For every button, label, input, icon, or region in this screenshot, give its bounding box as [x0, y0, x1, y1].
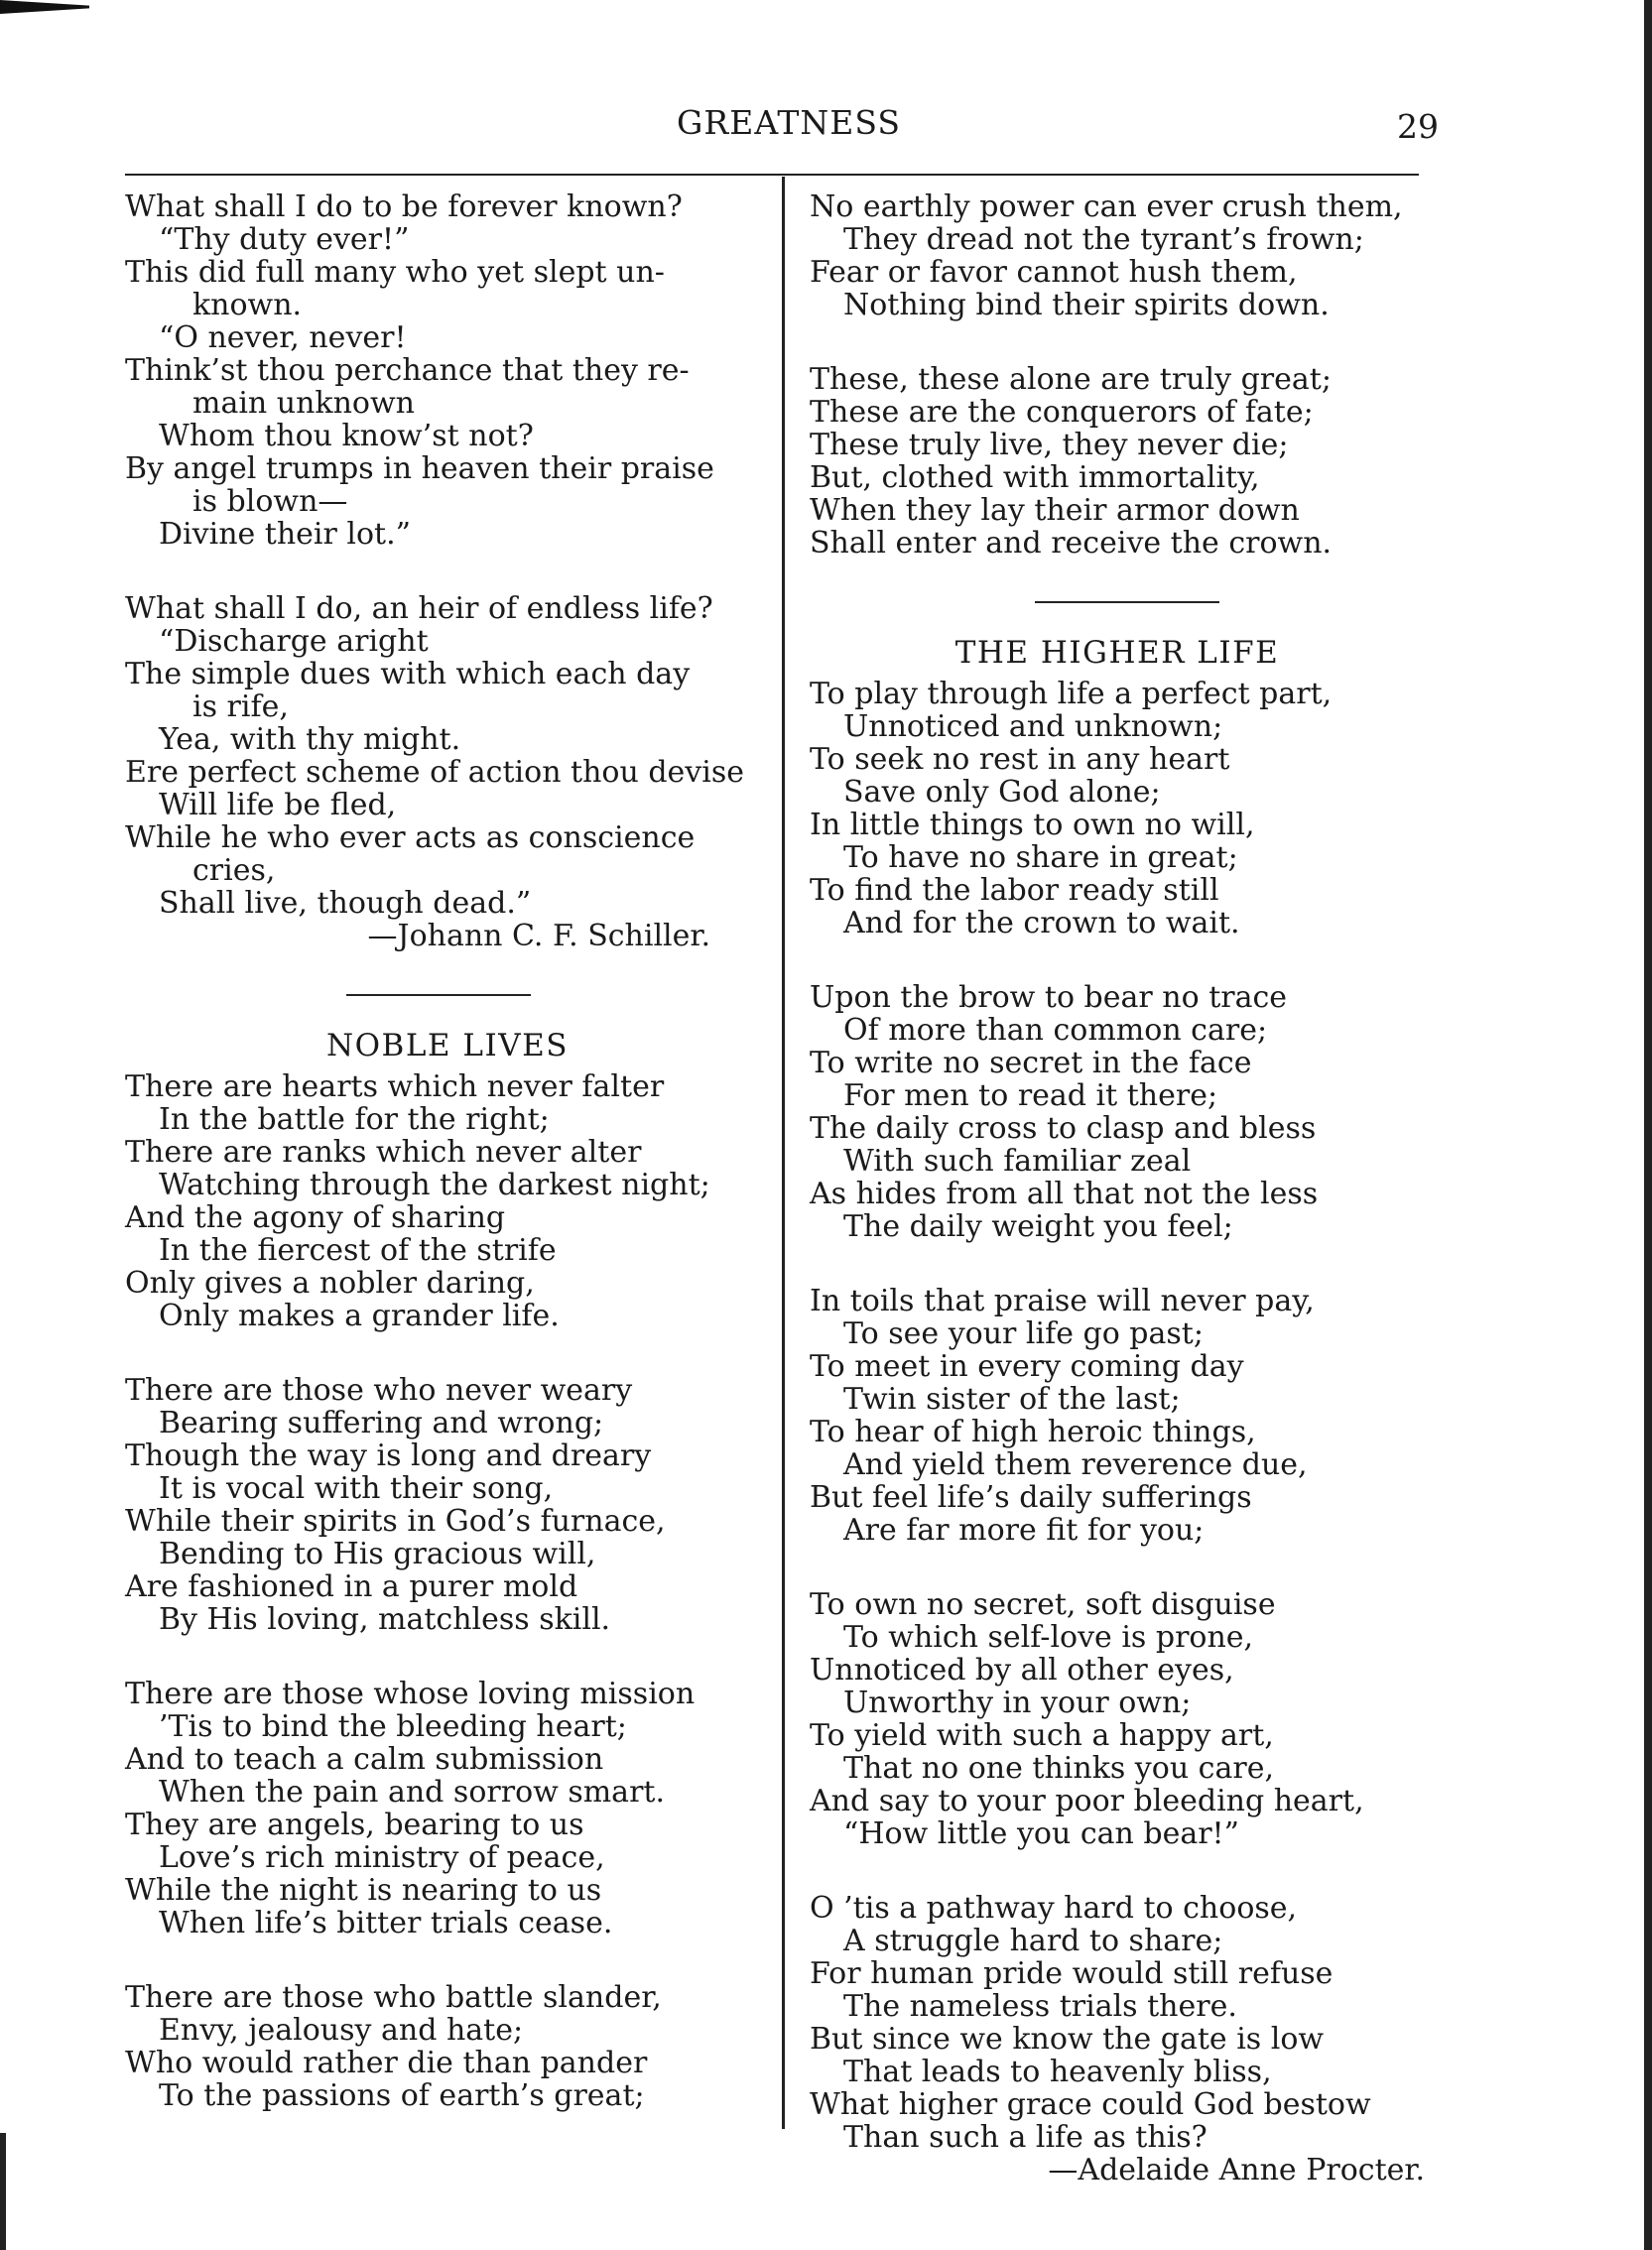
verse-line: What shall I do to be forever known? — [125, 189, 683, 224]
scan-edge-right — [1644, 0, 1652, 2250]
verse-line: Will life be fled, — [159, 788, 397, 822]
verse-line: While their spirits in God’s furnace, — [125, 1504, 666, 1539]
verse-line: And the agony of sharing — [125, 1200, 506, 1235]
left-column — [125, 190, 770, 2154]
verse-line: These are the conquerors of fate; — [810, 395, 1314, 430]
verse-line: There are ranks which never alter — [125, 1135, 642, 1170]
stanza — [810, 981, 1425, 1243]
verse-line: This did full many who yet slept un- — [125, 255, 665, 290]
verse-line: As hides from all that not the less — [810, 1177, 1319, 1211]
verse-line: These, these alone are truly great; — [810, 362, 1332, 397]
verse-line: For human pride would still refuse — [810, 1956, 1334, 1991]
stanza — [810, 363, 1425, 560]
verse-line: Unnoticed and unknown; — [843, 709, 1223, 744]
verse-line: Who would rather die than pander — [125, 2046, 648, 2080]
verse-line: To which self-love is prone, — [843, 1620, 1254, 1655]
verse-line: Ere perfect scheme of action thou devise — [125, 755, 744, 790]
verse-line: Though the way is long and dreary — [125, 1438, 652, 1473]
stanza — [810, 1285, 1425, 1547]
header-rule — [125, 174, 1419, 176]
verse-line: What higher grace could God bestow — [810, 2087, 1371, 2122]
verse-line: “How little you can bear!” — [843, 1816, 1239, 1851]
poem-title: NOBLE LIVES — [326, 1028, 569, 1063]
section-rule — [1035, 601, 1219, 603]
verse-line: What shall I do, an heir of endless life? — [125, 591, 713, 626]
page-number: 29 — [1397, 107, 1439, 146]
verse-line: main unknown — [192, 386, 415, 421]
stanza — [125, 1374, 770, 1636]
verse-line: But feel life’s daily sufferings — [810, 1480, 1252, 1515]
stanza — [810, 190, 1425, 321]
verse-line: In toils that praise will never pay, — [810, 1284, 1315, 1318]
verse-line: In little things to own no will, — [810, 808, 1255, 842]
stanza — [125, 1070, 770, 1332]
verse-line: “O never, never! — [159, 320, 407, 355]
verse-line: There are hearts which never falter — [125, 1069, 665, 1104]
verse-line: By angel trumps in heaven their praise — [125, 451, 714, 486]
verse-line: Unworthy in your own; — [843, 1686, 1192, 1720]
verse-line: A struggle hard to share; — [843, 1924, 1223, 1958]
scan-edge-left — [0, 2133, 6, 2250]
verse-line: That no one thinks you care, — [843, 1751, 1274, 1786]
column-divider — [782, 177, 785, 2129]
verse-line: These truly live, they never die; — [810, 428, 1289, 462]
verse-line: For men to read it there; — [843, 1078, 1218, 1113]
verse-line: But, clothed with immortality, — [810, 460, 1260, 495]
verse-line: “Thy duty ever!” — [159, 222, 410, 257]
stanza — [810, 1892, 1425, 2187]
verse-line: In the battle for the right; — [159, 1102, 550, 1137]
verse-line: By His loving, matchless skill. — [159, 1602, 611, 1637]
verse-line: Think’st thou perchance that they re- — [125, 353, 690, 388]
verse-line: Only makes a grander life. — [159, 1299, 560, 1333]
verse-line: Are fashioned in a purer mold — [125, 1569, 578, 1604]
verse-line: is blown— — [192, 484, 348, 519]
stanza — [810, 1588, 1425, 1850]
verse-line: To play through life a perfect part, — [810, 677, 1333, 711]
verse-line: Yea, with thy might. — [159, 722, 461, 757]
verse-line: ’Tis to bind the bleeding heart; — [159, 1709, 627, 1744]
verse-line: They are angels, bearing to us — [125, 1808, 584, 1842]
verse-line: Than such a life as this? — [843, 2120, 1207, 2155]
running-header-title: GREATNESS — [677, 103, 901, 142]
verse-line: Unnoticed by all other eyes, — [810, 1653, 1234, 1688]
verse-line: There are those who battle slander, — [125, 1980, 662, 2015]
section-rule — [346, 994, 531, 996]
verse-line: When the pain and sorrow smart. — [159, 1775, 665, 1810]
verse-line: Save only God alone; — [843, 775, 1161, 810]
verse-line: Shall enter and receive the crown. — [810, 526, 1333, 561]
verse-line: Whom thou know’st not? — [159, 419, 534, 453]
stanza — [125, 1678, 770, 1939]
verse-line: Fear or favor cannot hush them, — [810, 255, 1298, 290]
verse-line: When life’s bitter trials cease. — [159, 1906, 613, 1940]
verse-line: known. — [192, 288, 303, 322]
stanza — [810, 678, 1425, 939]
page-corner-mark — [0, 0, 89, 14]
verse-line: With such familiar zeal — [843, 1144, 1192, 1179]
verse-line: Bearing suffering and wrong; — [159, 1406, 604, 1440]
verse-line: Watching through the darkest night; — [159, 1168, 710, 1202]
verse-line: They dread not the tyrant’s frown; — [843, 222, 1364, 257]
attribution: —Johann C. F. Schiller. — [367, 919, 710, 953]
verse-line: Are far more fit for you; — [843, 1513, 1205, 1548]
verse-line: “Discharge aright — [159, 624, 429, 659]
attribution: —Adelaide Anne Procter. — [1048, 2153, 1425, 2188]
stanza — [125, 190, 770, 551]
verse-line: The daily cross to clasp and bless — [810, 1111, 1317, 1146]
verse-line: The nameless trials there. — [843, 1989, 1237, 2024]
verse-line: And yield them reverence due, — [843, 1447, 1308, 1482]
verse-line: And say to your poor bleeding heart, — [810, 1784, 1364, 1818]
stanza — [125, 1981, 770, 2112]
verse-line: To have no share in great; — [843, 840, 1238, 875]
verse-line: But since we know the gate is low — [810, 2022, 1325, 2057]
verse-line: Nothing bind their spirits down. — [843, 288, 1330, 322]
stanza — [125, 592, 770, 952]
verse-line: It is vocal with their song, — [159, 1471, 554, 1506]
verse-line: Envy, jealousy and hate; — [159, 2013, 524, 2048]
verse-line: Bending to His gracious will, — [159, 1537, 596, 1571]
verse-line: To find the labor ready still — [810, 873, 1219, 908]
verse-line: There are those who never weary — [125, 1373, 633, 1408]
right-column — [810, 190, 1425, 2228]
verse-line: Upon the brow to bear no trace — [810, 980, 1288, 1015]
verse-line: Of more than common care; — [843, 1013, 1268, 1048]
verse-line: Divine their lot.” — [159, 517, 411, 552]
verse-line: Love’s rich ministry of peace, — [159, 1840, 605, 1875]
verse-line: The daily weight you feel; — [843, 1209, 1233, 1244]
verse-line: No earthly power can ever crush them, — [810, 189, 1403, 224]
verse-line: While he who ever acts as conscience — [125, 820, 696, 855]
verse-line: To see your life go past; — [843, 1316, 1204, 1351]
verse-line: To own no secret, soft disguise — [810, 1587, 1276, 1622]
verse-line: To seek no rest in any heart — [810, 742, 1230, 777]
poem-title: THE HIGHER LIFE — [954, 635, 1280, 671]
verse-line: And for the crown to wait. — [843, 906, 1240, 940]
verse-line: To yield with such a happy art, — [810, 1718, 1274, 1753]
verse-line: That leads to heavenly bliss, — [843, 2055, 1272, 2089]
verse-line: To the passions of earth’s great; — [159, 2078, 645, 2113]
verse-line: cries, — [192, 853, 276, 888]
verse-line: Shall live, though dead.” — [159, 886, 532, 921]
verse-line: The simple dues with which each day — [125, 657, 691, 691]
verse-line: When they lay their armor down — [810, 493, 1300, 528]
verse-line: O ’tis a pathway hard to choose, — [810, 1891, 1298, 1926]
verse-line: To write no secret in the face — [810, 1046, 1252, 1080]
verse-line: And to teach a calm submission — [125, 1742, 604, 1777]
verse-line: Twin sister of the last; — [843, 1382, 1181, 1417]
verse-line: In the fiercest of the strife — [159, 1233, 557, 1268]
verse-line: is rife, — [192, 689, 289, 724]
verse-line: While the night is nearing to us — [125, 1873, 602, 1908]
verse-line: Only gives a nobler daring, — [125, 1266, 535, 1301]
verse-line: To hear of high heroic things, — [810, 1415, 1256, 1449]
verse-line: To meet in every coming day — [810, 1349, 1244, 1384]
verse-line: There are those whose loving mission — [125, 1677, 696, 1711]
